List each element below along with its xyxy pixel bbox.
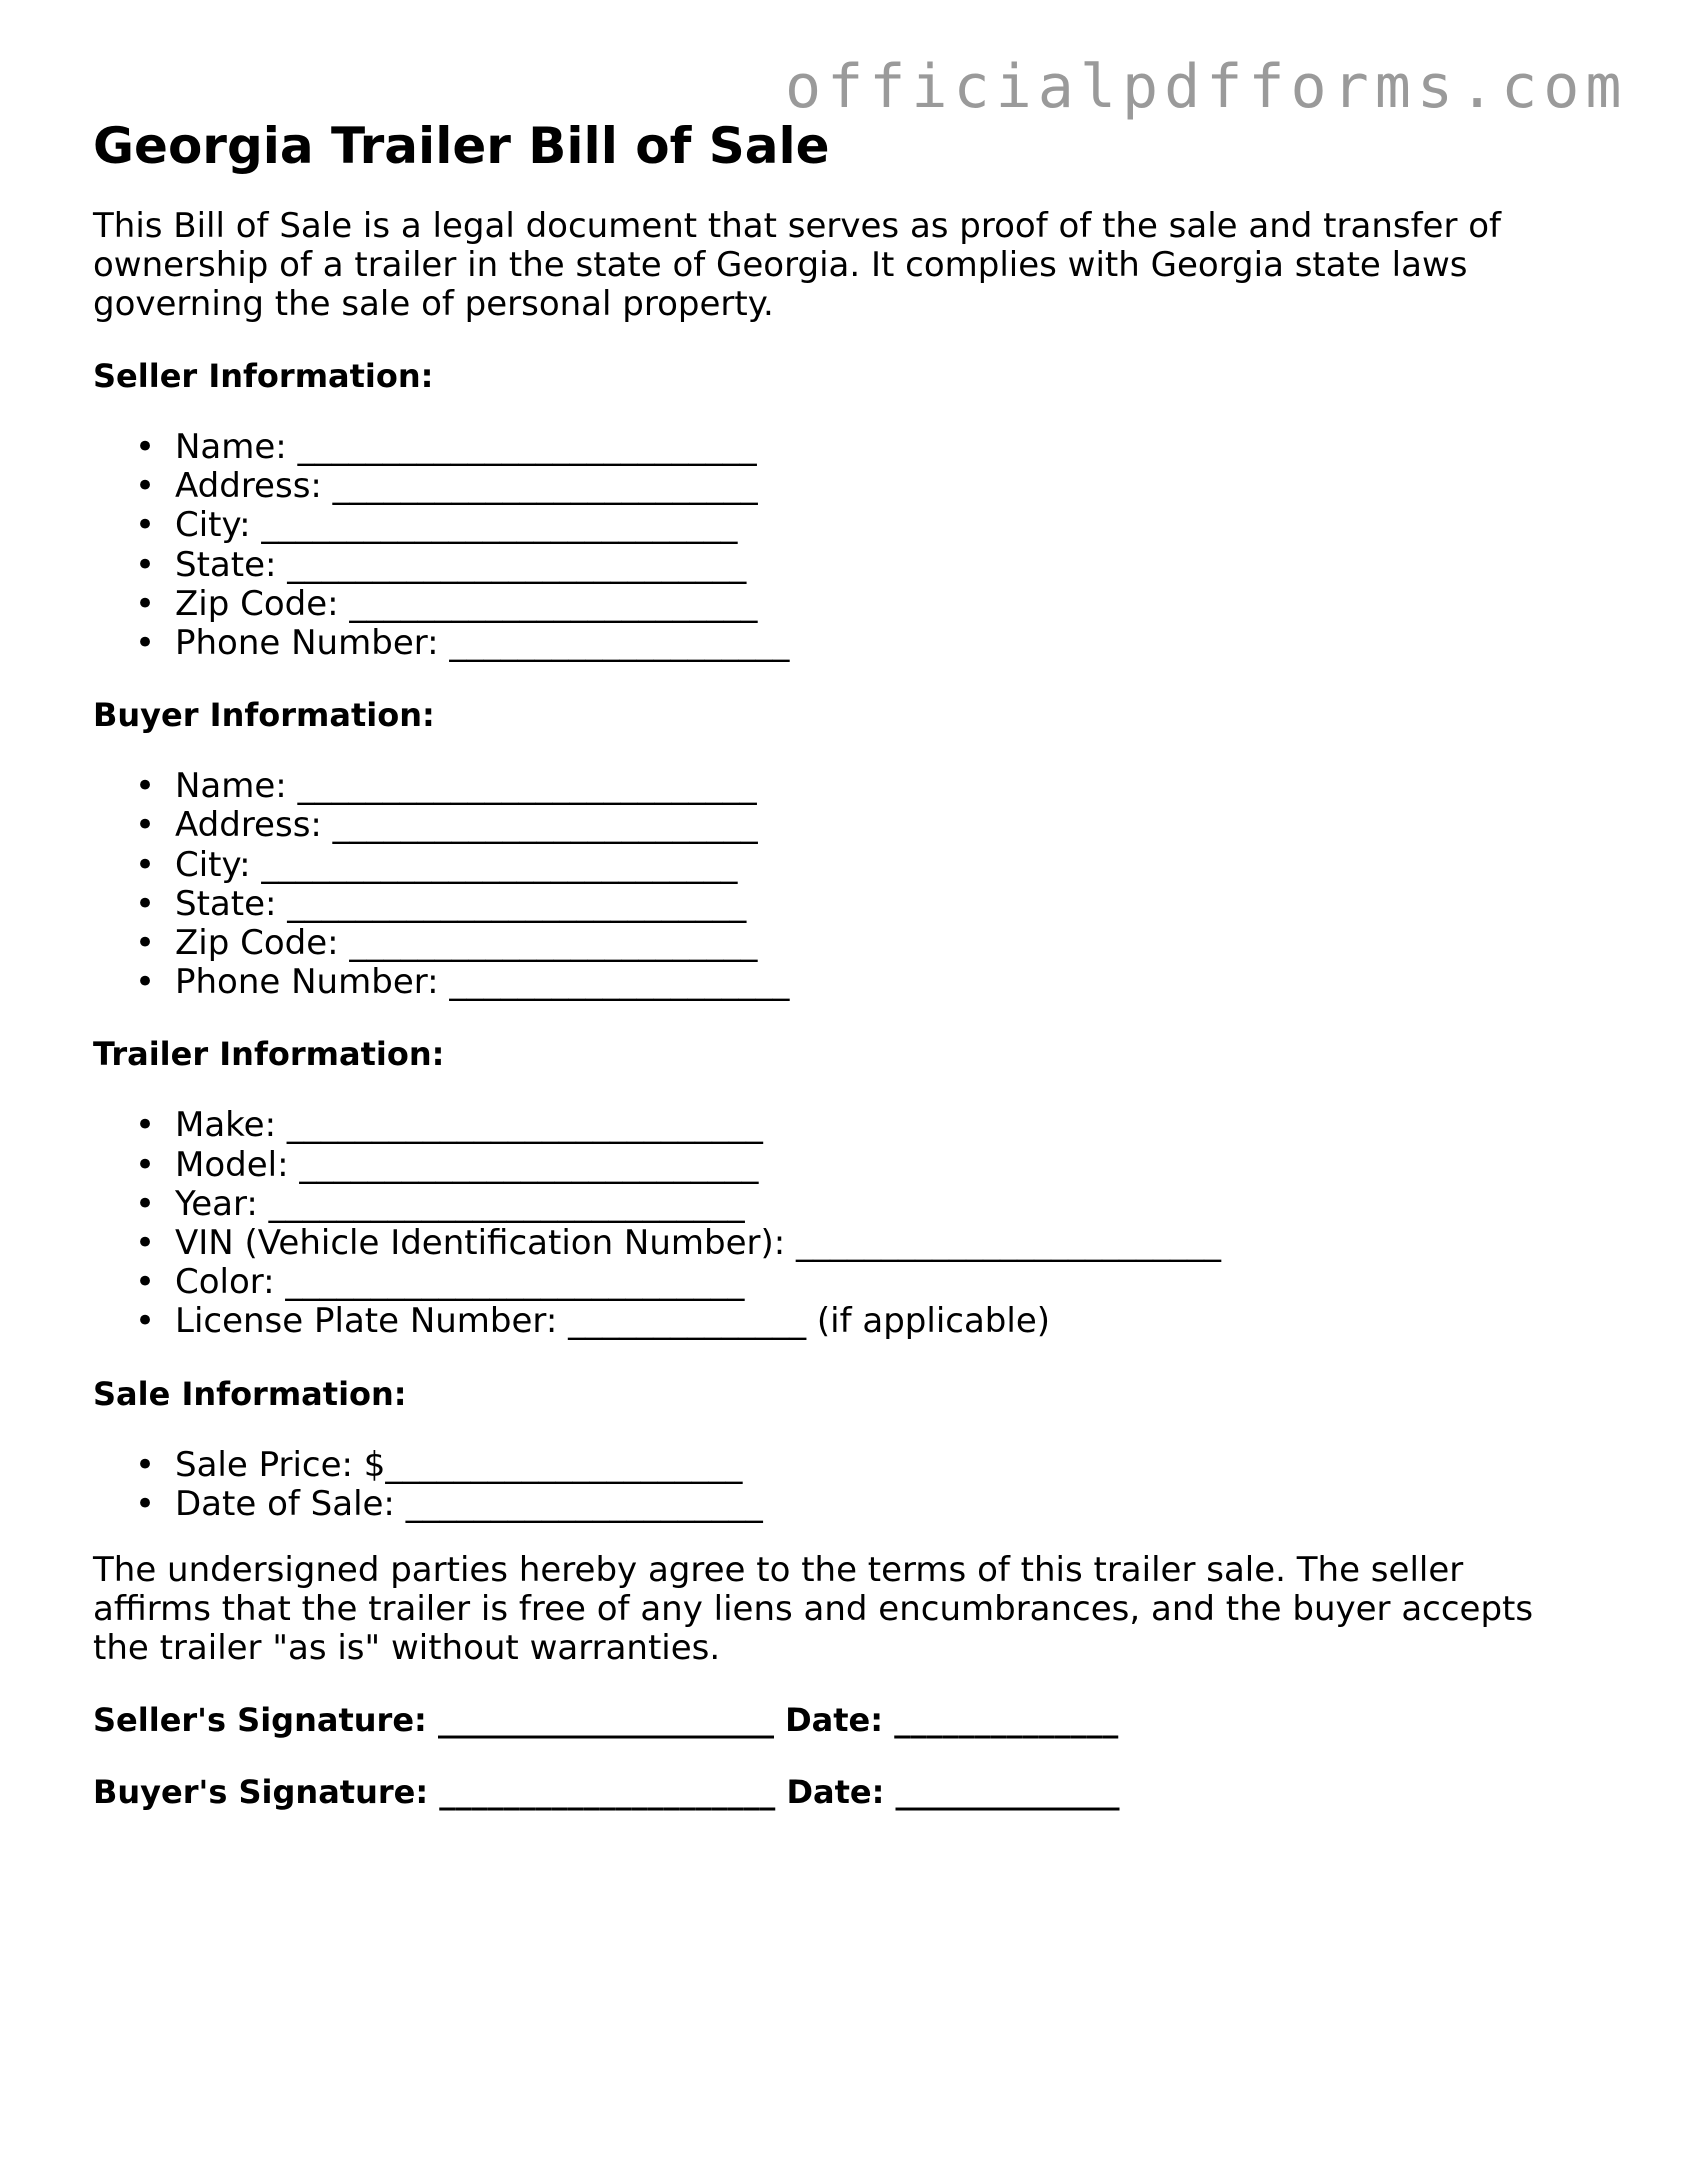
bullet-icon: • [135, 1301, 156, 1342]
sale-price-field[interactable] [135, 1444, 1593, 1485]
watermark: officialpdfforms.com [785, 52, 1628, 122]
bullet-icon: • [135, 766, 156, 807]
trailer-license-plate-field[interactable] [135, 1301, 1593, 1342]
bullet-icon: • [135, 1262, 156, 1303]
agreement-paragraph: The undersigned parties hereby agree to the terms of this trailer sale. The seller affirms that the trailer is free of any liens and encumbrances, and the buyer accepts the trailer "as is" without warranties. [93, 1550, 1534, 1669]
buyer-name-field[interactable] [135, 766, 1593, 807]
field-label: License Plate Number: ______________ (if applicable) [175, 1301, 1051, 1342]
buyer-state-field[interactable] [135, 883, 1593, 924]
field-label: Model: ___________________________ [175, 1144, 759, 1185]
document-page [93, 112, 1593, 1812]
sale-section-heading: Sale Information: [93, 1374, 407, 1413]
field-label: Sale Price: $_____________________ [175, 1444, 743, 1485]
bullet-icon: • [135, 466, 156, 507]
trailer-make-field[interactable] [135, 1105, 1593, 1146]
buyer-signature-line[interactable]: Buyer's Signature: _____________________ Date: ______________ [93, 1773, 1120, 1812]
buyer-phone-field[interactable] [135, 962, 1593, 1003]
bullet-icon: • [135, 544, 156, 585]
bullet-icon: • [135, 1105, 156, 1146]
seller-signature-line[interactable]: Seller's Signature: _____________________ Date: ______________ [93, 1701, 1119, 1740]
field-label: Address: _________________________ [175, 466, 758, 507]
bullet-icon: • [135, 923, 156, 964]
buyer-address-field[interactable] [135, 805, 1593, 846]
field-label: Zip Code: ________________________ [175, 583, 758, 624]
sale-field-list [93, 1446, 1593, 1524]
field-label: Name: ___________________________ [175, 427, 757, 467]
buyer-zip-field[interactable] [135, 923, 1593, 964]
field-label: Date of Sale: _____________________ [175, 1483, 763, 1524]
trailer-model-field[interactable] [135, 1144, 1593, 1185]
seller-address-field[interactable] [135, 466, 1593, 507]
seller-phone-field[interactable] [135, 623, 1593, 664]
field-label: State: ___________________________ [175, 544, 747, 585]
bullet-icon: • [135, 844, 156, 885]
field-label: Phone Number: ____________________ [175, 962, 790, 1003]
bullet-icon: • [135, 962, 156, 1003]
document-title: Georgia Trailer Bill of Sale [93, 117, 830, 175]
buyer-field-list [93, 767, 1593, 1002]
bullet-icon: • [135, 1223, 156, 1264]
field-label: Zip Code: ________________________ [175, 923, 758, 964]
bullet-icon: • [135, 623, 156, 664]
field-label: Name: ___________________________ [175, 766, 757, 807]
seller-section-heading: Seller Information: [93, 357, 434, 395]
field-label: City: ____________________________ [175, 505, 738, 546]
seller-city-field[interactable] [135, 505, 1593, 546]
seller-zip-field[interactable] [135, 583, 1593, 624]
intro-paragraph: This Bill of Sale is a legal document that serves as proof of the sale and transfer of ownership of a trailer in the state of Georgia. It complies with Georgia state laws governing the sale of personal property. [93, 206, 1502, 324]
bullet-icon: • [135, 1144, 156, 1185]
bullet-icon: • [135, 427, 156, 467]
bullet-icon: • [135, 1183, 156, 1224]
seller-state-field[interactable] [135, 544, 1593, 585]
sale-date-field[interactable] [135, 1483, 1593, 1524]
buyer-city-field[interactable] [135, 844, 1593, 885]
trailer-year-field[interactable] [135, 1183, 1593, 1224]
seller-name-field[interactable] [135, 427, 1593, 467]
field-label: State: ___________________________ [175, 883, 747, 924]
bullet-icon: • [135, 1444, 156, 1485]
field-label: Color: ___________________________ [175, 1262, 745, 1303]
trailer-color-field[interactable] [135, 1262, 1593, 1303]
bullet-icon: • [135, 883, 156, 924]
trailer-section-heading: Trailer Information: [93, 1035, 445, 1074]
field-label: Make: ____________________________ [175, 1105, 763, 1146]
field-label: Phone Number: ____________________ [175, 623, 790, 664]
field-label: Address: _________________________ [175, 805, 758, 846]
field-label: Year: ____________________________ [175, 1183, 745, 1224]
bullet-icon: • [135, 1483, 156, 1524]
trailer-field-list [93, 1106, 1593, 1341]
field-label: City: ____________________________ [175, 844, 738, 885]
seller-field-list [93, 428, 1593, 663]
buyer-section-heading: Buyer Information: [93, 696, 435, 735]
bullet-icon: • [135, 583, 156, 624]
field-label: VIN (Vehicle Identification Number): _________________________ [175, 1223, 1222, 1264]
bullet-icon: • [135, 805, 156, 846]
bullet-icon: • [135, 505, 156, 546]
trailer-vin-field[interactable] [135, 1223, 1593, 1264]
